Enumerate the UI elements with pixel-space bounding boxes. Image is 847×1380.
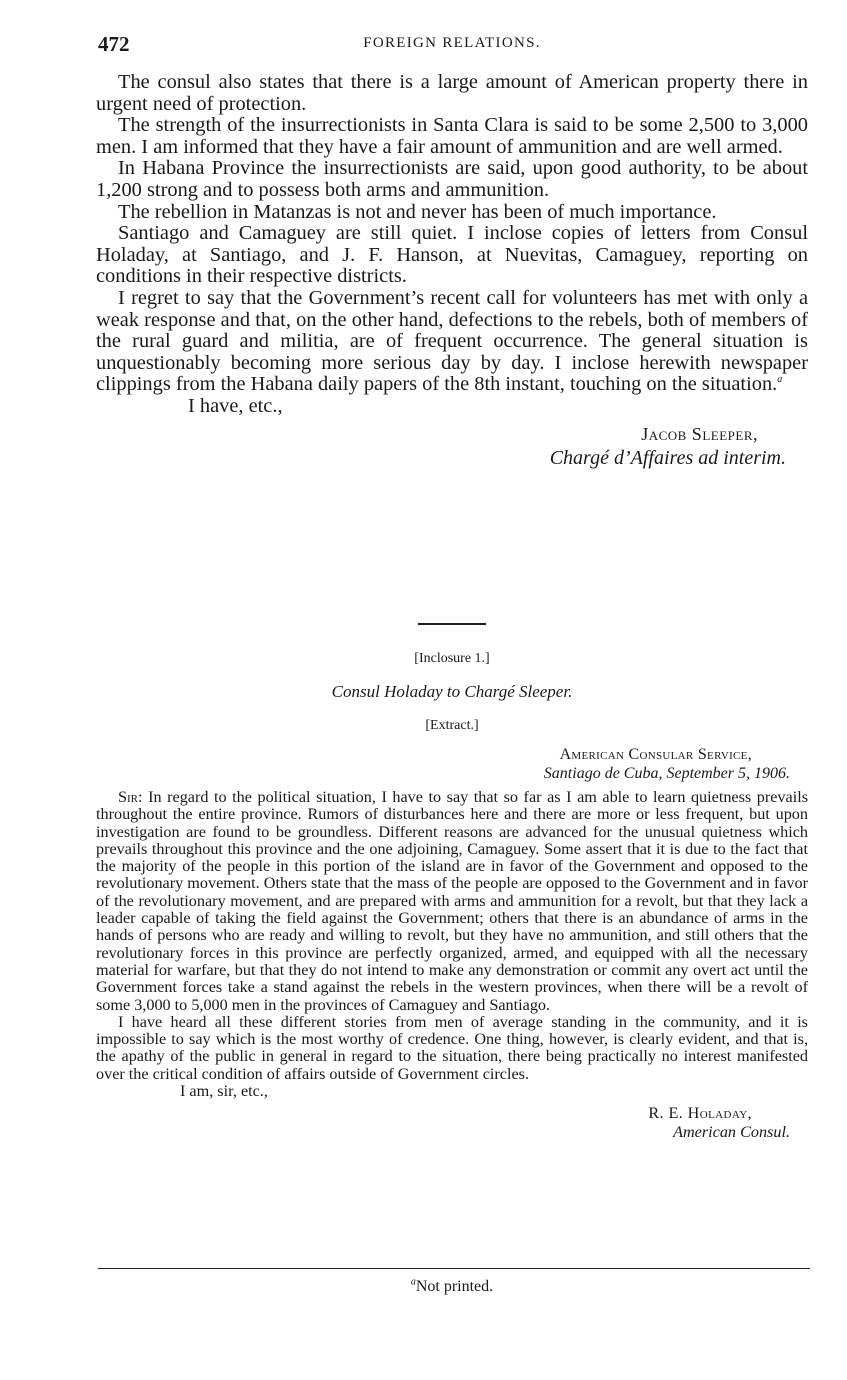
body-paragraph-text: I regret to say that the Government’s recent call for volunteers has met with only a weak response and that, on the other hand, defections to the rebels, both of members of the rural guard and militia, are of frequent occurrence. The general situation is unquestionably becoming more serious day by day. I inclose herewith newspaper clippings from the Habana daily papers of the 8th instant, touching on the situation. [96, 286, 808, 396]
inclosure-letter-body [96, 789, 808, 1142]
running-head: FOREIGN RELATIONS. [363, 35, 541, 51]
body-paragraph: The strength of the insurrectionists in Santa Clara is said to be some 2,500 to 3,000 men. I am informed that they have a fair amount of ammunition and are well armed. [96, 114, 808, 158]
salutation: Sir: [118, 788, 143, 806]
letter-closing: I have, etc., [188, 394, 283, 417]
inclosure-title: Consul Holaday to Chargé Sleeper. [331, 682, 573, 701]
inclosure-paragraph: I have heard all these different stories from men of average standing in the community, and it is impossible to say which is the most worthy of credence. One thing, however, is clearly evident, and that is, the apathy of the public in general in regard to the situation, there being practically no interest manifested over the critical condition of affairs outside of Government circles. [96, 1012, 808, 1083]
footnote [96, 1278, 808, 1296]
inclosure-paragraph [96, 789, 808, 1014]
footnote-text: Not printed. [415, 1278, 494, 1295]
main-letter-body [96, 72, 808, 470]
dateline [544, 745, 790, 783]
body-paragraph: The rebellion in Matanzas is not and never has been of much importance. [118, 200, 717, 223]
section-divider [418, 623, 486, 625]
extract-label: [Extract.] [425, 718, 479, 733]
signature-title: Chargé d’Affaires ad interim. [549, 446, 786, 469]
inclosure-closing: I am, sir, etc., [180, 1082, 268, 1101]
footnote-mark: a [410, 1276, 416, 1288]
footnote-rule [98, 1268, 810, 1269]
inclosure-label: [Inclosure 1.] [414, 651, 490, 666]
signature-block [96, 422, 808, 470]
letter-date: Santiago de Cuba, September 5, 1906. [543, 765, 790, 782]
inclosure-signature-block [96, 1104, 808, 1142]
body-paragraph [96, 288, 808, 396]
body-paragraph: Santiago and Camaguey are still quiet. I inclose copies of letters from Consul Holaday, at Santiago, and J. F. Hanson, at Nuevitas, Camaguey, reporting on conditions in their respective districts. [96, 222, 808, 288]
inclosure-signature-title: American Consul. [673, 1123, 790, 1142]
page-number: 472 [98, 32, 130, 56]
inclosure-signature-name: R. E. Holaday, [648, 1104, 752, 1123]
footnote-reference: a [777, 374, 783, 386]
body-paragraph: In Habana Province the insurrectionists are said, upon good authority, to be about 1,200 strong and to possess both arms and ammunition. [96, 157, 808, 201]
body-paragraph: The consul also states that there is a large amount of American property there in urgent need of protection. [96, 71, 808, 115]
consular-service-heading: American Consular Service, [559, 746, 752, 763]
page-header [96, 32, 808, 54]
signature-name: Jacob Sleeper, [641, 423, 758, 444]
inclosure-paragraph-text: In regard to the political situation, I have to say that so far as I am able to learn quietness prevails throughout the entire province. Rumors of disturbances here and there are more or less frequent, but upon investigation are found to be groundless. Different reasons are advanced for the unusual quietness which prevails throughout this province and the one adjoining, Camaguey. Some assert that it is due to the fact that the majority of the people in this portion of the island are in favor of the Government and opposed to the revolutionary movement. Others state that the mass of the people are opposed to the Government and in favor of the revolutionary movement, and are prepared with arms and ammunition for a revolt, but that they lack a leader capable of taking the field against the Government; others that there is an abundance of arms in the hands of persons who are ready and willing to revolt, but they have no ammunition, and still others that the revolutionary forces in this province are perfectly organized, armed, and equipped with all the necessary material for warfare, but that they do not intend to make any demonstration or commit any overt act until the Government forces take a stand against the rebels in the western provinces, when there will be a revolt of some 3,000 to 5,000 men in the provinces of Camaguey and Santiago. [96, 788, 809, 1014]
